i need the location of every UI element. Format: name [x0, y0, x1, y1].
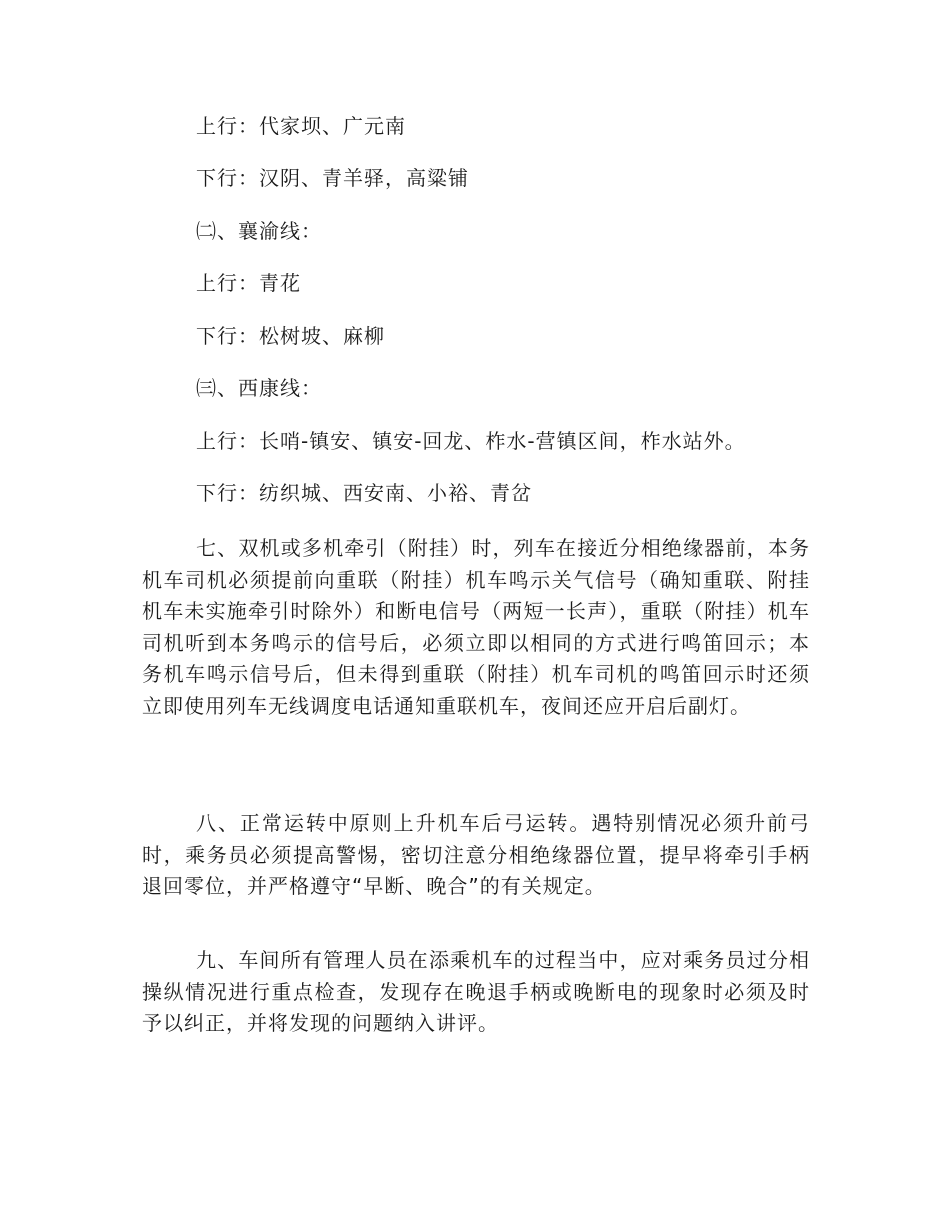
paragraph-eight: 八、正常运转中原则上升机车后弓运转。遇特别情况必须升前弓时，乘务员必须提高警惕，密切注意分相绝缘器位置，提早将牵引手柄退回零位，并严格遵守“早断、晚合”的有关规定。: [142, 811, 810, 898]
section-heading-xiangyu: ㈡、襄渝线：: [196, 219, 322, 243]
paragraph-nine: 九、车间所有管理人员在添乘机车的过程当中，应对乘务员过分相操纵情况进行重点检查，发现存在晚退手柄或晚断电的现象时必须及时予以纠正，并将发现的问题纳入讲评。: [142, 948, 810, 1035]
line-up-baocheng: 上行：代家坝、广元南: [196, 114, 406, 138]
line-down-baocheng: 下行：汉阴、青羊驿，高粱铺: [196, 166, 469, 190]
line-up-xikang: 上行：长哨-镇安、镇安-回龙、柞水-营镇区间，柞水站外。: [196, 429, 746, 453]
line-down-xiangyu: 下行：松树坡、麻柳: [196, 324, 385, 348]
paragraph-seven: 七、双机或多机牵引（附挂）时，列车在接近分相绝缘器前，本务机车司机必须提前向重联（附挂）机车鸣示关气信号（确知重联、附挂机车未实施牵引时除外）和断电信号（两短一长声），重联（附挂）机车司机听到本务鸣示的信号后，必须立即以相同的方式进行鸣笛回示；本务机车鸣示信号后，但未得到重联（附挂）机车司机的鸣笛回示时还须立即使用列车无线调度电话通知重联机车，夜间还应开启后副灯。: [142, 536, 810, 718]
line-down-xikang: 下行：纺织城、西安南、小裕、青岔: [196, 481, 532, 505]
line-up-xiangyu: 上行：青花: [196, 271, 301, 295]
section-heading-xikang: ㈢、西康线：: [196, 376, 322, 400]
